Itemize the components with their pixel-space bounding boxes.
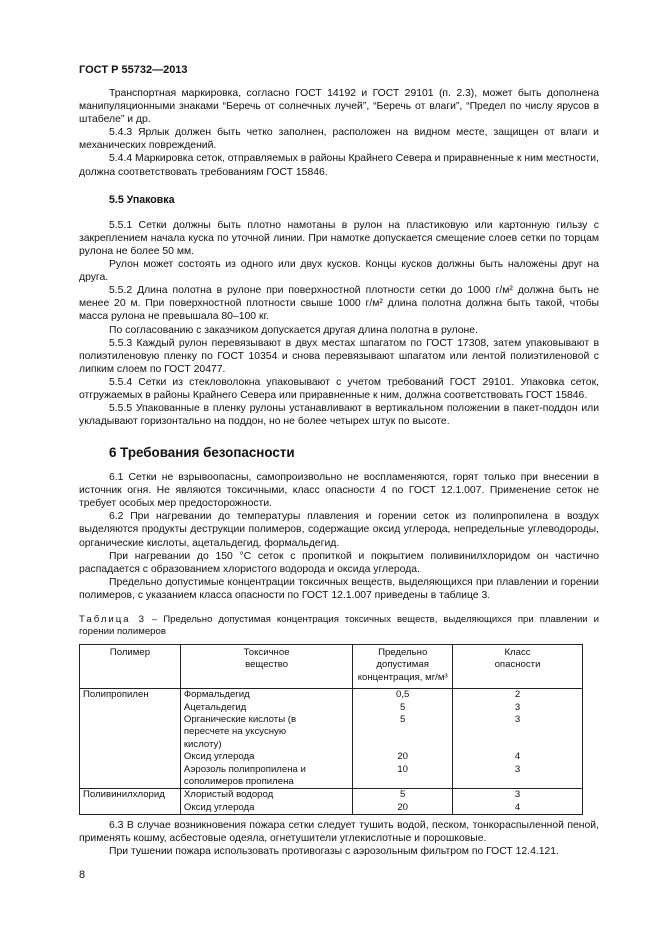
table-row — [80, 702, 583, 714]
column-header: Токсичное вещество — [180, 645, 352, 689]
paragraph: 5.5.4 Сетки из стекловолокна упаковывают с учетом требований ГОСТ 29101. Упаковка сеток, отгружаемых в районы Крайнего Севера или приравненные к ним, должна соответствовать ГОСТ 15846. — [79, 376, 599, 401]
table-caption-label: Таблица 3 — [79, 614, 146, 625]
paragraph: По согласованию с заказчиком допускается другая длина полотна в рулоне. — [109, 324, 478, 336]
table-block — [79, 614, 599, 859]
cell-polymer — [80, 751, 181, 763]
cell-polymer: Полипропилен — [80, 689, 181, 702]
paragraph: При тушении пожара использовать противогазы с аэрозольным фильтром по ГОСТ 12.4.121. — [109, 846, 559, 858]
cell-substance: Формальдегид — [180, 689, 352, 702]
cell-class: 3 — [453, 764, 583, 789]
cell-concentration: 20 — [353, 802, 453, 815]
paragraph: Рулон может состоять из одного или двух кусков. Концы кусков должны быть наложены друг на друга. — [79, 259, 599, 284]
cell-concentration: 5 — [353, 714, 453, 751]
body-top — [79, 87, 599, 428]
paragraph: 5.5.3 Каждый рулон перевязывают в двух местах шпагатом по ГОСТ 17308, затем упаковывают в полиэтиленовую пленку по ГОСТ 10354 и снова перевязывают шпагатом или лентой полиэтиленовой с липким слоем по ГОСТ 20477. — [79, 337, 599, 375]
column-header: Предельно допустимая концентрация, мг/м³ — [353, 645, 453, 689]
cell-substance: Оксид углерода — [180, 751, 352, 763]
table-row — [80, 751, 583, 763]
cell-substance: Хлористый водород — [180, 789, 352, 802]
table-row — [80, 714, 583, 751]
section-heading-6: 6 Требования безопасности — [109, 445, 295, 460]
cell-concentration: 20 — [353, 751, 453, 763]
cell-substance: Аэрозоль полипропилена и сополимеров пропилена — [180, 764, 352, 789]
table-caption-text: – Предельно допустимая концентрация токсичных веществ, выделяющихся при плавлении и горении полимеров — [79, 614, 599, 637]
cell-polymer — [80, 714, 181, 751]
paragraph: 6.2 При нагревании до температуры плавления и горении сеток из полипропилена в воздух выделяются продукты деструкции полимеров, содержащие оксид углерода, непредельные углеводороды, органические кислоты, ацетальдегид, формальдегид. — [79, 511, 599, 549]
toxic-substances-table — [79, 644, 583, 815]
cell-substance: Органические кислоты (в пересчете на уксусную кислоту) — [180, 714, 352, 751]
paragraph: 5.4.4 Маркировка сеток, отправляемых в районы Крайнего Севера и приравненные к ним местности, должна соответствовать требованиям ГОСТ 15846. — [79, 153, 599, 178]
paragraph: 5.4.3 Ярлык должен быть четко заполнен, расположен на видном месте, защищен от влаги и механических повреждений. — [79, 127, 599, 152]
paragraph: Предельно допустимые концентрации токсичных веществ, выделяющихся при плавлении и горении полимеров, с указанием класса опасности по ГОСТ 12.1.007 приведены в таблице 3. — [79, 576, 599, 601]
table-row — [80, 789, 583, 802]
cell-class: 3 — [453, 789, 583, 802]
cell-polymer: Поливинилхлорид — [80, 789, 181, 802]
cell-concentration: 5 — [353, 702, 453, 714]
paragraph: 6.3 В случае возникновения пожара сетки следует тушить водой, песком, тонкораспыленной пеной, применять кошму, асбестовые одеяла, огнетушители углекислотные и порошковые. — [79, 820, 599, 845]
section-6 — [79, 446, 599, 602]
paragraph: 5.5.1 Сетки должны быть плотно намотаны в рулон на пластиковую или картонную гильзу с закреплением начала куска по уточной линии. При намотке допускается смещение слоев сетки по торцам рулона не более 50 мм. — [79, 219, 599, 257]
cell-polymer — [80, 702, 181, 714]
cell-class: 4 — [453, 751, 583, 763]
cell-concentration: 0,5 — [353, 689, 453, 702]
cell-substance: Оксид углерода — [180, 802, 352, 815]
paragraph: 5.5.5 Упакованные в пленку рулоны устанавливают в вертикальном положении в пакет-поддон или укладывают горизонтально на поддон, но не более четырех штук по высоте. — [79, 403, 599, 428]
cell-class: 3 — [453, 714, 583, 751]
page-number: 8 — [79, 869, 86, 881]
section-heading-5-5: 5.5 Упаковка — [109, 193, 175, 206]
cell-concentration: 5 — [353, 789, 453, 802]
column-header: Класс опасности — [453, 645, 583, 689]
paragraph: 5.5.2 Длина полотна в рулоне при поверхностной плотности сетки до 1000 г/м² должна быть не менее 20 м. При поверхностной плотности свыше 1000 г/м² длина полотна должна быть такой, чтобы масса рулона не превышала 80–100 кг. — [79, 285, 599, 323]
paragraph: При нагревании до 150 °С сеток с пропиткой и покрытием поливинилхлоридом он частично распадается с образованием хлористого водорода и оксида углерода. — [79, 550, 599, 575]
cell-class: 4 — [453, 802, 583, 815]
cell-polymer — [80, 802, 181, 815]
paragraph: 6.1 Сетки не взрывоопасны, самопроизвольно не воспламеняются, горят только при внесении в источник огня. Не являются токсичными, класс опасности 4 по ГОСТ 12.1.007. Применение сеток не требует особых мер предосторожности. — [79, 472, 599, 510]
table-header-row — [80, 645, 583, 689]
cell-polymer — [80, 764, 181, 789]
column-header: Полимер — [80, 645, 181, 689]
cell-class: 3 — [453, 702, 583, 714]
table-row — [80, 764, 583, 789]
table-row — [80, 689, 583, 702]
cell-class: 2 — [453, 689, 583, 702]
document-header: ГОСТ Р 55732—2013 — [79, 64, 188, 76]
paragraph: Транспортная маркировка, согласно ГОСТ 14192 и ГОСТ 29101 (п. 2.3), может быть дополнена манипуляционными знаками “Беречь от солнечных лучей”, “Беречь от влаги”, “Предел по числу ярусов в штабеле” и др. — [79, 88, 599, 126]
cell-concentration: 10 — [353, 764, 453, 789]
table-caption — [79, 614, 599, 638]
cell-substance: Ацетальдегид — [180, 702, 352, 714]
table-row — [80, 802, 583, 815]
